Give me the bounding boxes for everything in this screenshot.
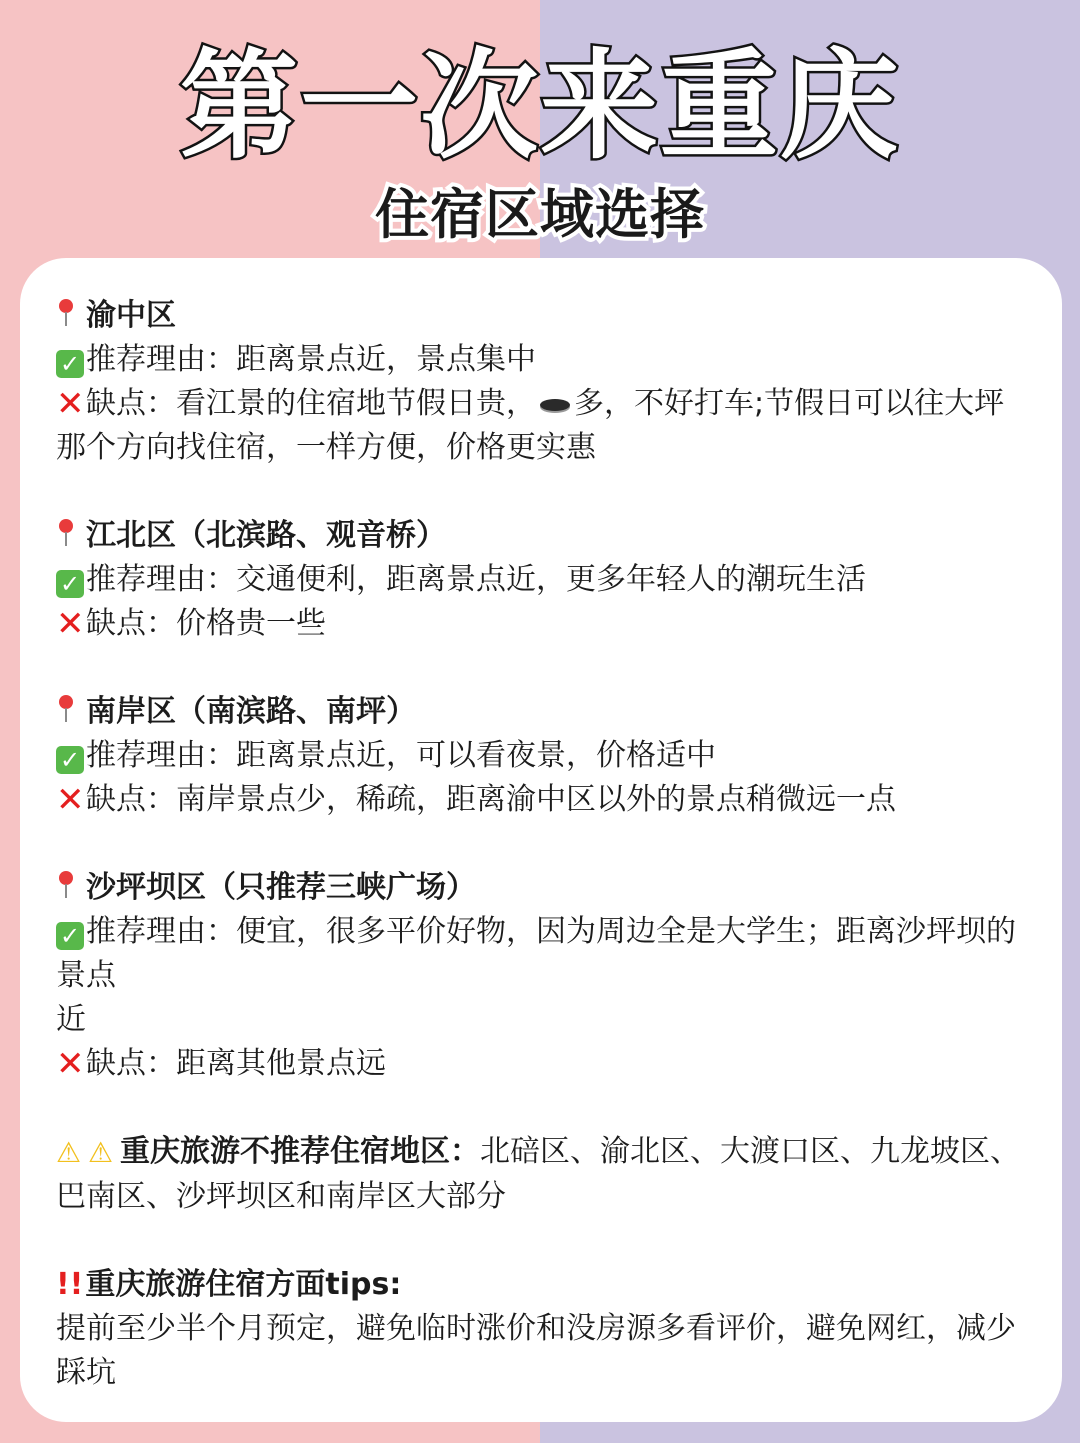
reason-text: 推荐理由：距离景点近，景点集中 [86,342,536,377]
section-heading [56,294,1028,338]
section-heading [56,690,1028,734]
pin-icon [56,296,78,328]
hole-icon [540,399,570,411]
cons-text: 缺点：价格贵一些 [86,606,326,641]
cons-line [56,778,1028,822]
cross-icon: ✕ [56,780,85,820]
reason-line-cont: 近 [56,1002,86,1037]
tips-heading [56,1263,1028,1307]
cons-text: 缺点：南岸景点少，稀疏，距离渝中区以外的景点稍微远一点 [86,782,896,817]
section-jiangbei [56,514,1028,646]
section-tips [56,1263,1028,1395]
cons-line [56,602,1028,646]
cons-line [56,1042,1028,1086]
district-name: 江北区（北滨路、观音桥） [86,518,446,553]
check-icon: ✓ [56,922,84,950]
page-title: 第一次来重庆 [179,36,900,175]
cons-line [56,382,1028,470]
warning-text: 北碚区、渝北区、大渡口区、九龙坡区、巴南区、沙坪坝区和南岸区大部分 [56,1134,1020,1214]
reason-line [56,734,1028,778]
warning-icon: ⚠ [88,1136,114,1169]
pin-icon [56,868,78,900]
district-name: 渝中区 [86,298,176,333]
reason-line [56,558,1028,602]
cross-icon: ✕ [56,1044,85,1084]
reason-line [56,910,1028,998]
check-icon: ✓ [56,746,84,774]
content-card [20,258,1062,1422]
section-shapingba [56,866,1028,1086]
double-exclamation-icon: !! [56,1267,84,1302]
reason-line [56,338,1028,382]
district-name: 南岸区（南滨路、南坪） [86,694,416,729]
page-subtitle: 住宿区域选择 [375,183,705,246]
cons-text: 缺点：看江景的住宿地节假日贵， [86,386,536,421]
warning-label: 重庆旅游不推荐住宿地区： [120,1134,480,1169]
tips-label: 重庆旅游住宿方面tips: [85,1267,402,1302]
reason-text: 推荐理由：便宜，很多平价好物，因为周边全是大学生；距离沙坪坝的景点 [56,914,1016,993]
check-icon: ✓ [56,350,84,378]
pin-icon [56,692,78,724]
pin-icon [56,516,78,548]
section-nanan [56,690,1028,822]
cons-text: 缺点：距离其他景点远 [86,1046,386,1081]
tips-text: 提前至少半个月预定，避免临时涨价和没房源多看评价，避免网红，减少踩坑 [56,1311,1016,1390]
cross-icon: ✕ [56,604,85,644]
section-yuzhong [56,294,1028,470]
district-name: 沙坪坝区（只推荐三峡广场） [86,870,476,905]
section-heading [56,514,1028,558]
section-warning [56,1130,1028,1219]
cross-icon: ✕ [56,384,85,424]
warning-icon: ⚠ [56,1136,82,1169]
cons-text-cont: 多，不好打车;节假日可以往大坪那个方向找住宿，一样方便，价格更实惠 [56,386,1005,465]
check-icon: ✓ [56,570,84,598]
section-heading [56,866,1028,910]
reason-text: 推荐理由：交通便利，距离景点近，更多年轻人的潮玩生活 [86,562,866,597]
warning-line [56,1130,1028,1219]
reason-text: 推荐理由：距离景点近，可以看夜景，价格适中 [86,738,716,773]
